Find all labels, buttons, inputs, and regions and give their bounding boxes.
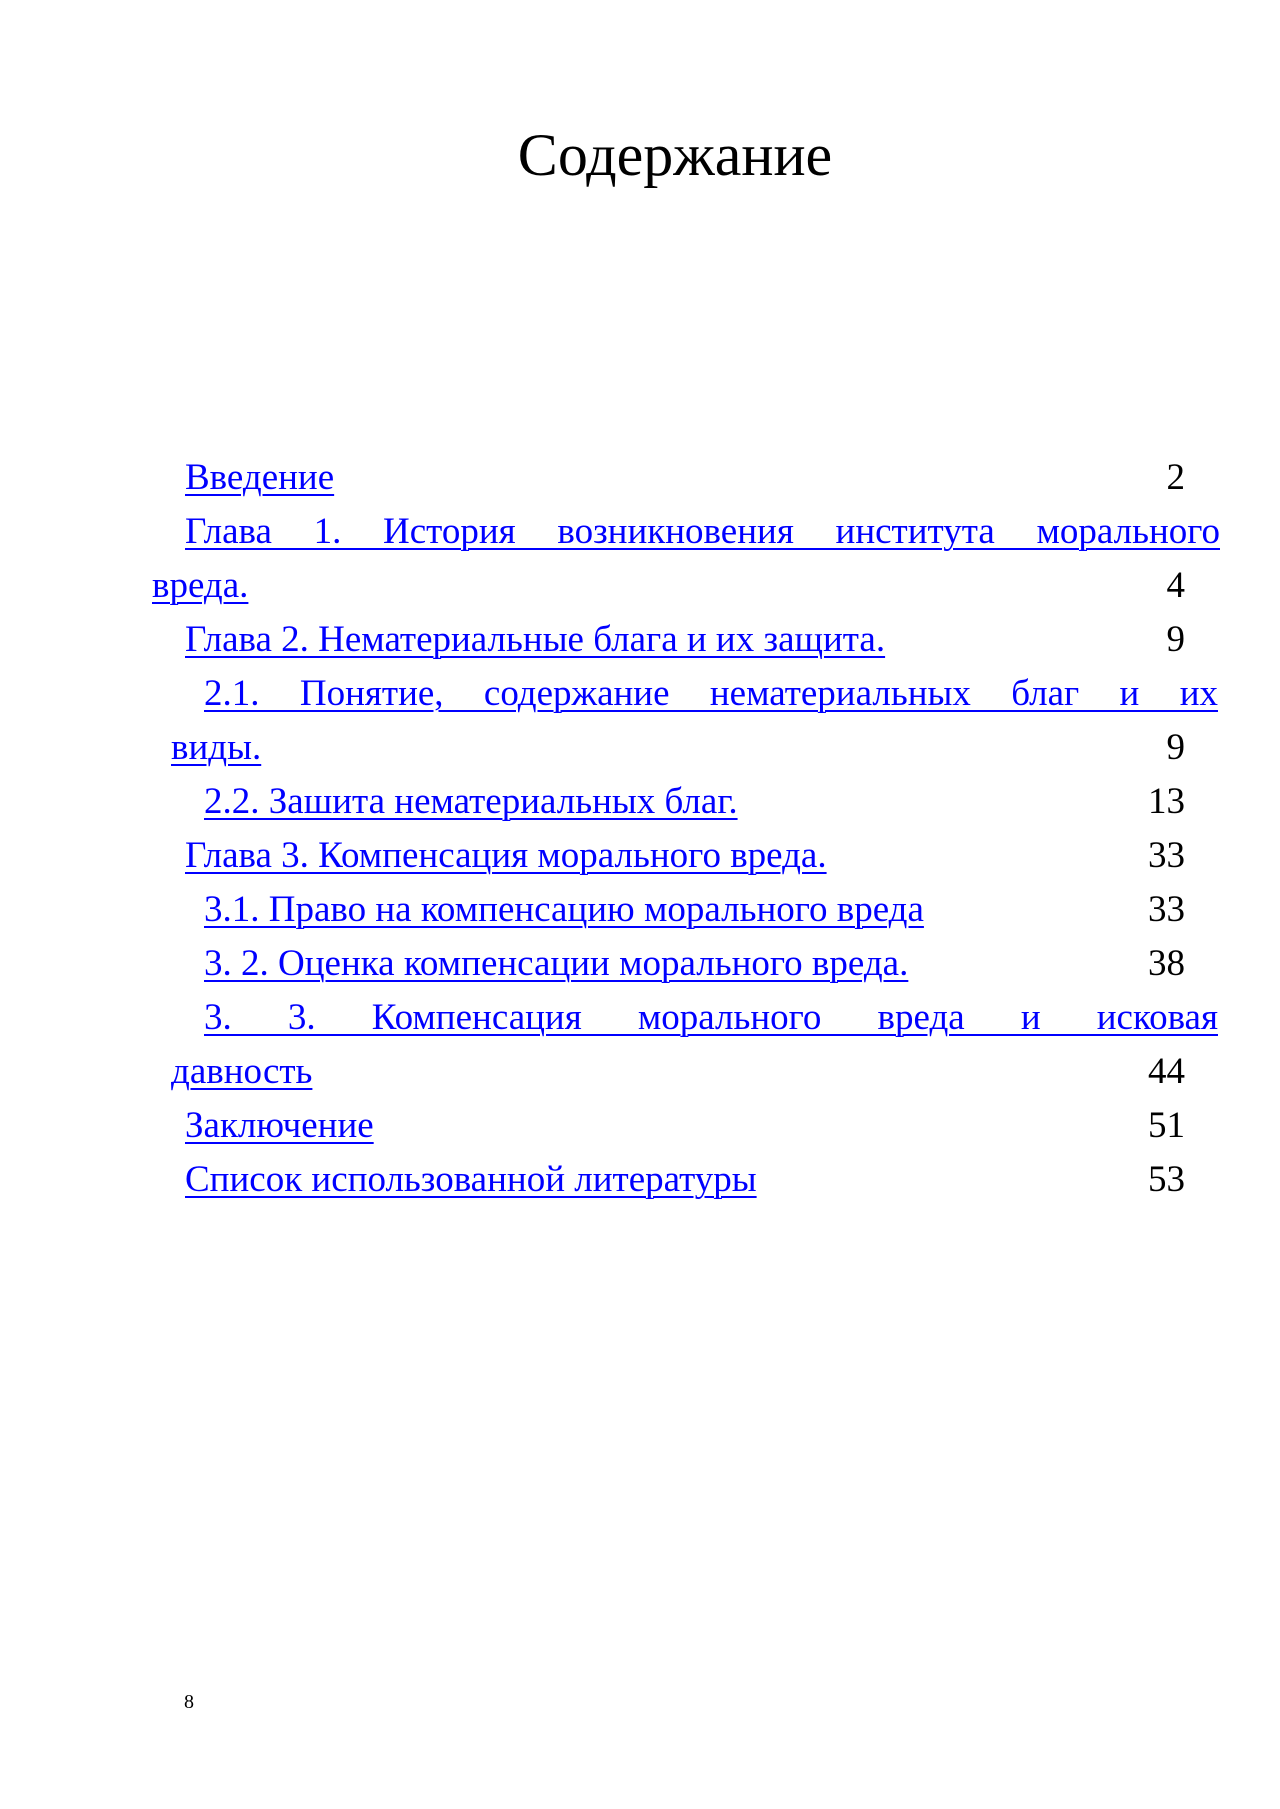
- toc-entry-bibliography[interactable]: [185, 1153, 1185, 1207]
- toc-link-intro[interactable]: Введение: [185, 457, 335, 498]
- toc-link-conclusion[interactable]: Заключение: [185, 1105, 374, 1146]
- toc-page-section3-3: 44: [1148, 1051, 1185, 1092]
- footer-page-number: 8: [184, 1691, 194, 1713]
- toc-page-chapter2: 9: [1166, 619, 1185, 660]
- toc-link-section3-1[interactable]: 3.1. Право на компенсацию морального вреда: [204, 889, 924, 930]
- toc-page-section2-2: 13: [1148, 781, 1185, 822]
- toc-link-section2-1-cont[interactable]: виды.: [171, 727, 262, 768]
- toc-link-bibliography[interactable]: Список использованной литературы: [185, 1159, 757, 1200]
- toc-page-conclusion: 51: [1148, 1105, 1185, 1146]
- toc-link-chapter3[interactable]: Глава 3. Компенсация морального вреда.: [185, 835, 827, 876]
- toc-entry-conclusion[interactable]: [185, 1099, 1185, 1153]
- toc-entry-section2-1-line2[interactable]: [171, 721, 1185, 775]
- toc-entry-chapter1-line2[interactable]: [152, 559, 1185, 613]
- toc-page-bibliography: 53: [1148, 1159, 1185, 1200]
- toc-link-chapter1[interactable]: Глава 1. История возникновения института морального: [185, 511, 1220, 552]
- toc-link-chapter1-cont[interactable]: вреда.: [152, 565, 249, 606]
- toc-link-section3-3[interactable]: 3. 3. Компенсация морального вреда и исковая: [204, 997, 1218, 1038]
- toc-link-section2-1[interactable]: 2.1. Понятие, содержание нематериальных благ и их: [204, 673, 1218, 714]
- toc-page-chapter1: 4: [1166, 565, 1185, 606]
- toc-entry-chapter1-line1[interactable]: [185, 505, 1220, 559]
- page-title: Содержание: [517, 122, 833, 188]
- toc-page-section3-1: 33: [1148, 889, 1185, 930]
- toc-link-section3-3-cont[interactable]: давность: [171, 1051, 313, 1092]
- toc-entry-chapter3[interactable]: [185, 829, 1185, 883]
- toc-link-section2-2[interactable]: 2.2. Зашита нематериальных благ.: [204, 781, 738, 822]
- toc-entry-section2-1-line1[interactable]: [204, 667, 1218, 721]
- toc-entry-section3-3-line2[interactable]: [171, 1045, 1185, 1099]
- toc-page-section2-1: 9: [1166, 727, 1185, 768]
- toc-link-chapter2[interactable]: Глава 2. Нематериальные блага и их защита.: [185, 619, 886, 660]
- toc-entry-section3-2[interactable]: [204, 937, 1185, 991]
- toc-entry-chapter2[interactable]: [185, 613, 1185, 667]
- toc-entry-section3-3-line1[interactable]: [204, 991, 1218, 1045]
- toc-page-intro: 2: [1166, 457, 1185, 498]
- toc-entry-section3-1[interactable]: [204, 883, 1185, 937]
- toc-entry-intro[interactable]: [185, 451, 1185, 505]
- toc-link-section3-2[interactable]: 3. 2. Оценка компенсации морального вреда.: [204, 943, 909, 984]
- toc-page-chapter3: 33: [1148, 835, 1185, 876]
- toc-entry-section2-2[interactable]: [204, 775, 1185, 829]
- toc-page-section3-2: 38: [1148, 943, 1185, 984]
